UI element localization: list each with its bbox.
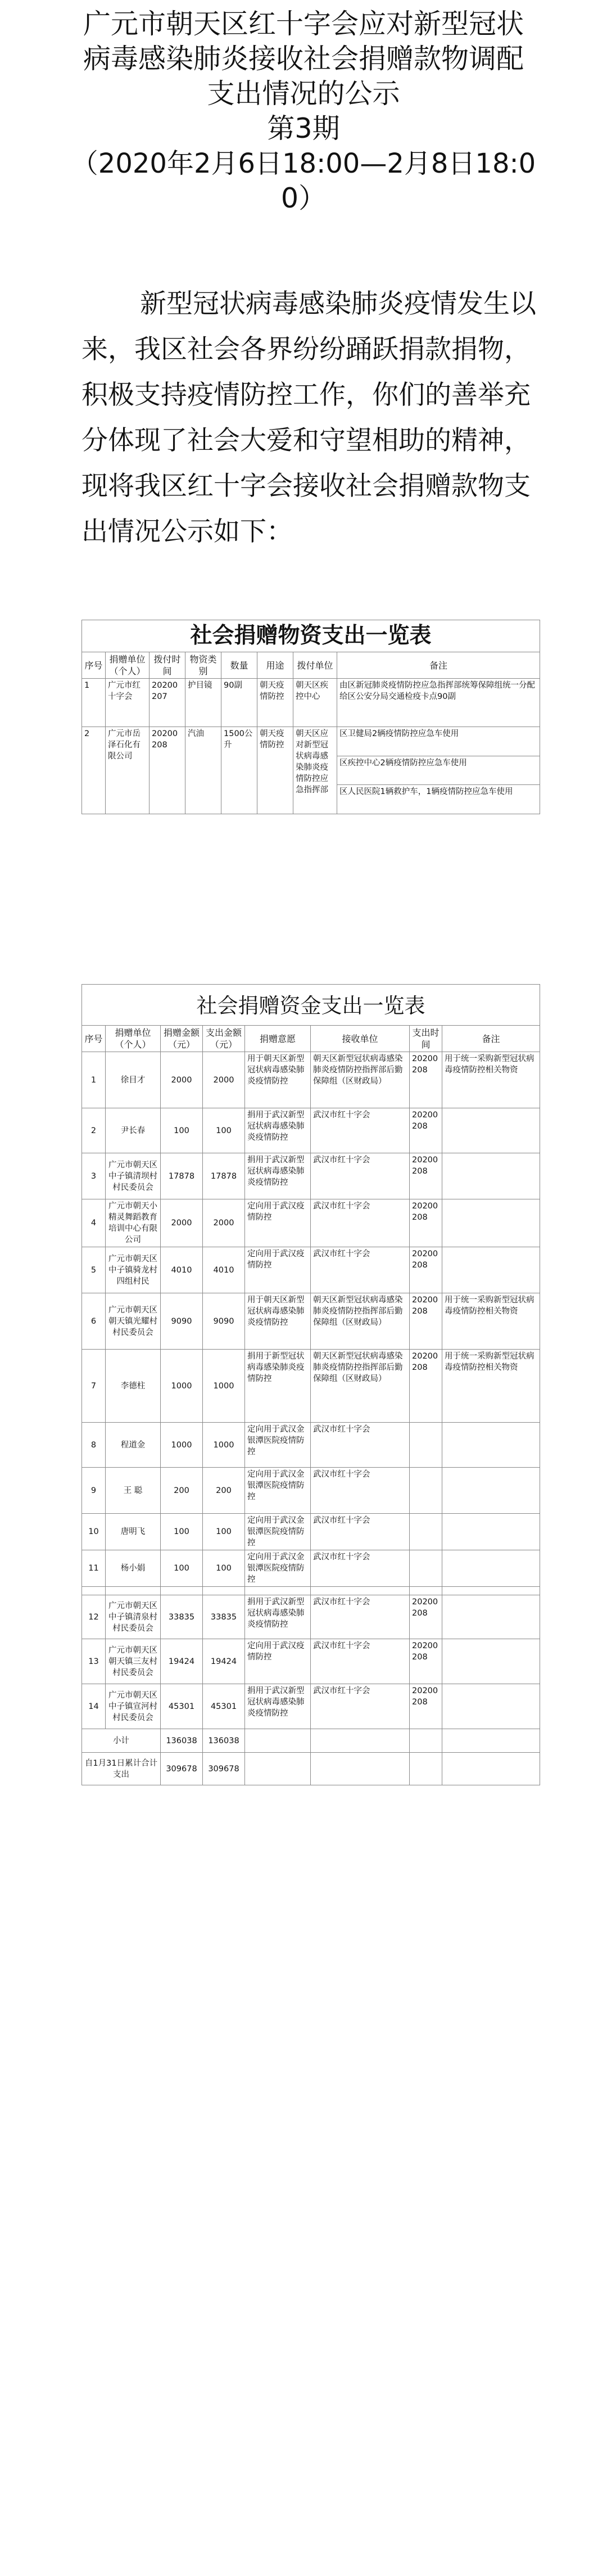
receiver-cell: 朝天区新型冠状病毒感染肺炎疫情防控指挥部后勤保障组（区财政局） <box>311 1052 410 1108</box>
donor-cell: 广元市朝天区中子镇骑龙村四组村民 <box>106 1247 161 1293</box>
receiver-cell: 武汉市红十字会 <box>311 1468 410 1514</box>
donation-amount-cell: 45301 <box>161 1684 203 1729</box>
donor-cell: 杨小娟 <box>106 1550 161 1587</box>
table-row <box>82 1423 540 1468</box>
period-line-2: 0） <box>280 182 327 214</box>
intro-text: 新型冠状病毒感染肺炎疫情发生以来，我区社会各界纷纷踊跃捐款捐物，积极支持疫情防控工作，你们的善举充分体现了社会大爱和守望相助的精神，现将我区红十字会接收社会捐赠款物支出情况公示如下： <box>81 288 536 547</box>
title-line-2: 病毒感染肺炎接收社会捐赠款物调配 <box>83 43 524 75</box>
donation-amount-cell: 100 <box>161 1108 203 1153</box>
note-cell <box>442 1108 540 1153</box>
note-cell <box>442 1468 540 1514</box>
funds-table-body <box>82 1052 540 1785</box>
intent-cell: 定向用于武汉疫情防控 <box>245 1247 311 1293</box>
row-number: 10 <box>82 1514 106 1550</box>
row-number: 12 <box>82 1595 106 1639</box>
intent-cell: 定向用于武汉疫情防控 <box>245 1639 311 1684</box>
expense-amount-cell: 100 <box>203 1550 245 1587</box>
header-cell: 数量 <box>221 652 257 679</box>
expense-amount-cell: 1000 <box>203 1350 245 1423</box>
title-line-1: 广元市朝天区红十字会应对新型冠状 <box>83 8 524 40</box>
donation-amount-cell: 1000 <box>161 1350 203 1423</box>
empty-cell <box>410 1729 442 1753</box>
receiver-cell: 武汉市红十字会 <box>311 1550 410 1587</box>
cumulative-row <box>82 1753 540 1785</box>
donor-cell: 广元市岳泽石化有限公司 <box>106 727 150 814</box>
row-number: 5 <box>82 1247 106 1293</box>
date-cell: 20200208 <box>410 1684 442 1729</box>
note-cell: 用于统一采购新型冠状病毒疫情防控相关物资 <box>442 1052 540 1108</box>
donor-cell: 广元市朝天区中子镇宣河村村民委员会 <box>106 1684 161 1729</box>
empty-cell <box>245 1587 311 1595</box>
date-cell: 20200208 <box>410 1153 442 1199</box>
receiver-cell: 朝天区新型冠状病毒感染肺炎疫情防控指挥部后勤保障组（区财政局） <box>311 1293 410 1350</box>
category-cell: 汽油 <box>185 727 221 814</box>
date-cell <box>410 1550 442 1587</box>
intent-cell: 捐用于武汉新型冠状病毒感染肺炎疫情防控 <box>245 1108 311 1153</box>
expense-amount-cell: 17878 <box>203 1153 245 1199</box>
row-number: 2 <box>82 727 106 814</box>
note-cell: 用于统一采购新型冠状病毒疫情防控相关物资 <box>442 1293 540 1350</box>
notes-cell: 区卫健局2辆疫情防控应急车使用 <box>337 727 540 756</box>
date-cell: 20200208 <box>150 727 185 814</box>
subtotal-row <box>82 1729 540 1753</box>
row-number: 2 <box>82 1108 106 1153</box>
donor-cell: 王 聪 <box>106 1468 161 1514</box>
donor-cell: 广元市红十字会 <box>106 679 150 727</box>
donor-cell: 尹长春 <box>106 1108 161 1153</box>
table-row <box>82 727 540 756</box>
donation-amount-cell: 2000 <box>161 1052 203 1108</box>
cumulative-row-label: 自1月31日累计合计支出 <box>82 1753 161 1785</box>
donor-cell: 徐目才 <box>106 1052 161 1108</box>
receiver-cell: 武汉市红十字会 <box>311 1423 410 1468</box>
note-cell: 用于统一采购新型冠状病毒疫情防控相关物资 <box>442 1350 540 1423</box>
empty-cell <box>410 1753 442 1785</box>
empty-cell <box>203 1587 245 1595</box>
intent-cell: 捐用于新型冠状病毒感染肺炎疫情防控 <box>245 1350 311 1423</box>
header-cell: 备注 <box>337 652 540 679</box>
category-cell: 护目镜 <box>185 679 221 727</box>
receiver-cell: 武汉市红十字会 <box>311 1108 410 1153</box>
note-cell <box>442 1639 540 1684</box>
notice-title <box>0 0 607 216</box>
date-cell: 20200208 <box>410 1639 442 1684</box>
empty-cell <box>106 1587 161 1595</box>
row-number: 4 <box>82 1199 106 1247</box>
row-number: 1 <box>82 679 106 727</box>
receiver-cell: 武汉市红十字会 <box>311 1684 410 1729</box>
funds-expense-table <box>81 984 540 1785</box>
header-cell: 备注 <box>442 1026 540 1052</box>
donation-amount-cell: 100 <box>161 1550 203 1587</box>
table-row <box>82 1514 540 1550</box>
date-cell <box>410 1468 442 1514</box>
quantity-cell: 90副 <box>221 679 257 727</box>
intent-cell: 用于朝天区新型冠状病毒感染肺炎疫情防控 <box>245 1052 311 1108</box>
donor-cell: 唐明飞 <box>106 1514 161 1550</box>
receiver-cell: 武汉市红十字会 <box>311 1514 410 1550</box>
expense-amount-cell: 19424 <box>203 1639 245 1684</box>
empty-cell <box>311 1729 410 1753</box>
expense-amount-cell: 2000 <box>203 1199 245 1247</box>
expense-amount-cell: 1000 <box>203 1423 245 1468</box>
issue-number: 第3期 <box>267 112 340 145</box>
expense-amount-cell: 33835 <box>203 1595 245 1639</box>
table-row <box>82 1108 540 1153</box>
cumulative-row-amount: 309678 <box>161 1753 203 1785</box>
expense-amount-cell: 4010 <box>203 1247 245 1293</box>
donor-cell: 广元市朝天小精灵舞蹈教育培训中心有限公司 <box>106 1199 161 1247</box>
donor-cell: 广元市朝天区中子镇清坝村村民委员会 <box>106 1153 161 1199</box>
notes-cell: 区疾控中心2辆疫情防控应急车使用 <box>337 756 540 785</box>
donor-cell: 广元市朝天区朝天镇光耀村村民委员会 <box>106 1293 161 1350</box>
intent-cell: 捐用于武汉新型冠状病毒感染肺炎疫情防控 <box>245 1595 311 1639</box>
table-row <box>82 1468 540 1514</box>
goods-table-title: 社会捐赠物资支出一览表 <box>82 620 540 652</box>
period-line-1: （2020年2月6日18:00—2月8日18:0 <box>71 148 536 179</box>
table-row <box>82 1199 540 1247</box>
date-cell: 20200207 <box>150 679 185 727</box>
header-cell: 物资类别 <box>185 652 221 679</box>
row-number: 14 <box>82 1684 106 1729</box>
date-cell: 20200208 <box>410 1199 442 1247</box>
donation-amount-cell: 1000 <box>161 1423 203 1468</box>
donor-cell: 李德柱 <box>106 1350 161 1423</box>
intent-cell: 捐用于武汉新型冠状病毒感染肺炎疫情防控 <box>245 1153 311 1199</box>
empty-cell <box>82 1587 106 1595</box>
empty-cell <box>410 1587 442 1595</box>
funds-table-header <box>82 1026 540 1052</box>
donation-amount-cell: 100 <box>161 1514 203 1550</box>
empty-cell <box>311 1753 410 1785</box>
date-cell <box>410 1514 442 1550</box>
notes-cell: 由区新冠肺炎疫情防控应急指挥部统筹保障组统一分配给区公安分局交通检疫卡点90副 <box>337 679 540 727</box>
donor-cell: 程道金 <box>106 1423 161 1468</box>
donation-amount-cell: 4010 <box>161 1247 203 1293</box>
empty-cell <box>442 1587 540 1595</box>
table-row <box>82 1247 540 1293</box>
row-number: 6 <box>82 1293 106 1350</box>
row-number: 11 <box>82 1550 106 1587</box>
note-cell <box>442 1423 540 1468</box>
header-cell: 支出时间 <box>410 1026 442 1052</box>
table-row <box>82 1293 540 1350</box>
note-cell <box>442 1247 540 1293</box>
note-cell <box>442 1595 540 1639</box>
row-number: 9 <box>82 1468 106 1514</box>
date-cell: 20200208 <box>410 1293 442 1350</box>
table-row <box>82 1639 540 1684</box>
row-number: 13 <box>82 1639 106 1684</box>
date-cell: 20200208 <box>410 1350 442 1423</box>
intent-cell: 定向用于武汉金银潭医院疫情防控 <box>245 1423 311 1468</box>
donation-amount-cell: 200 <box>161 1468 203 1514</box>
receiver-cell: 武汉市红十字会 <box>311 1247 410 1293</box>
unit-cell: 朝天区应对新型冠状病毒感染肺炎疫情防控应急指挥部 <box>293 727 337 814</box>
expense-amount-cell: 100 <box>203 1108 245 1153</box>
intro-paragraph <box>81 281 537 554</box>
donation-amount-cell: 19424 <box>161 1639 203 1684</box>
header-cell: 序号 <box>82 652 106 679</box>
receiver-cell: 武汉市红十字会 <box>311 1639 410 1684</box>
table-row <box>82 1550 540 1587</box>
use-cell: 朝天疫情防控 <box>257 727 293 814</box>
empty-cell <box>442 1753 540 1785</box>
row-number: 3 <box>82 1153 106 1199</box>
note-cell <box>442 1550 540 1587</box>
receiver-cell: 朝天区新型冠状病毒感染肺炎疫情防控指挥部后勤保障组（区财政局） <box>311 1350 410 1423</box>
header-cell: 拨付单位 <box>293 652 337 679</box>
receiver-cell: 武汉市红十字会 <box>311 1595 410 1639</box>
table-row <box>82 1153 540 1199</box>
row-number: 8 <box>82 1423 106 1468</box>
date-cell: 20200208 <box>410 1247 442 1293</box>
intent-cell: 用于朝天区新型冠状病毒感染肺炎疫情防控 <box>245 1293 311 1350</box>
date-cell: 20200208 <box>410 1595 442 1639</box>
table-row <box>82 1684 540 1729</box>
donation-amount-cell: 17878 <box>161 1153 203 1199</box>
empty-cell <box>311 1587 410 1595</box>
header-cell: 捐赠金额（元） <box>161 1026 203 1052</box>
note-cell <box>442 1153 540 1199</box>
expense-amount-cell: 200 <box>203 1468 245 1514</box>
date-cell: 20200208 <box>410 1052 442 1108</box>
donation-amount-cell: 9090 <box>161 1293 203 1350</box>
header-cell: 用途 <box>257 652 293 679</box>
receiver-cell: 武汉市红十字会 <box>311 1199 410 1247</box>
empty-cell <box>245 1729 311 1753</box>
title-line-3: 支出情况的公示 <box>207 78 400 110</box>
use-cell: 朝天疫情防控 <box>257 679 293 727</box>
notes-cell: 区人民医院1辆救护车，1辆疫情防控应急车使用 <box>337 785 540 814</box>
header-cell: 捐赠单位（个人） <box>106 652 150 679</box>
note-cell <box>442 1514 540 1550</box>
funds-table-title: 社会捐赠资金支出一览表 <box>82 985 540 1026</box>
goods-table-header <box>82 652 540 679</box>
donor-cell: 广元市朝天区朝天镇三友村村民委员会 <box>106 1639 161 1684</box>
note-cell <box>442 1684 540 1729</box>
expense-amount-cell: 2000 <box>203 1052 245 1108</box>
intent-cell: 定向用于武汉金银潭医院疫情防控 <box>245 1468 311 1514</box>
note-cell <box>442 1199 540 1247</box>
intent-cell: 定向用于武汉金银潭医院疫情防控 <box>245 1550 311 1587</box>
donation-amount-cell: 33835 <box>161 1595 203 1639</box>
donor-cell: 广元市朝天区中子镇清泉村村民委员会 <box>106 1595 161 1639</box>
header-cell: 捐赠单位（个人） <box>106 1026 161 1052</box>
cumulative-row-spent: 309678 <box>203 1753 245 1785</box>
quantity-cell: 1500公升 <box>221 727 257 814</box>
expense-amount-cell: 9090 <box>203 1293 245 1350</box>
unit-cell: 朝天区疾控中心 <box>293 679 337 727</box>
subtotal-row-label: 小计 <box>82 1729 161 1753</box>
table-row <box>82 1595 540 1639</box>
expense-amount-cell: 45301 <box>203 1684 245 1729</box>
table-row <box>82 679 540 727</box>
header-cell: 捐赠意愿 <box>245 1026 311 1052</box>
empty-cell <box>245 1753 311 1785</box>
row-number: 1 <box>82 1052 106 1108</box>
row-number: 7 <box>82 1350 106 1423</box>
subtotal-row-amount: 136038 <box>161 1729 203 1753</box>
empty-cell <box>161 1587 203 1595</box>
expense-amount-cell: 100 <box>203 1514 245 1550</box>
date-cell <box>410 1423 442 1468</box>
receiver-cell: 武汉市红十字会 <box>311 1153 410 1199</box>
table-row <box>82 1052 540 1108</box>
intent-cell: 定向用于武汉疫情防控 <box>245 1199 311 1247</box>
empty-cell <box>442 1729 540 1753</box>
header-cell: 接收单位 <box>311 1026 410 1052</box>
goods-expense-table <box>81 620 540 814</box>
table-row <box>82 1350 540 1423</box>
intent-cell: 捐用于武汉新型冠状病毒感染肺炎疫情防控 <box>245 1684 311 1729</box>
header-cell: 支出金额（元） <box>203 1026 245 1052</box>
donation-amount-cell: 2000 <box>161 1199 203 1247</box>
table-spacer-row <box>82 1587 540 1595</box>
date-cell: 20200208 <box>410 1108 442 1153</box>
header-cell: 序号 <box>82 1026 106 1052</box>
header-cell: 拨付时间 <box>150 652 185 679</box>
subtotal-row-spent: 136038 <box>203 1729 245 1753</box>
intent-cell: 定向用于武汉金银潭医院疫情防控 <box>245 1514 311 1550</box>
